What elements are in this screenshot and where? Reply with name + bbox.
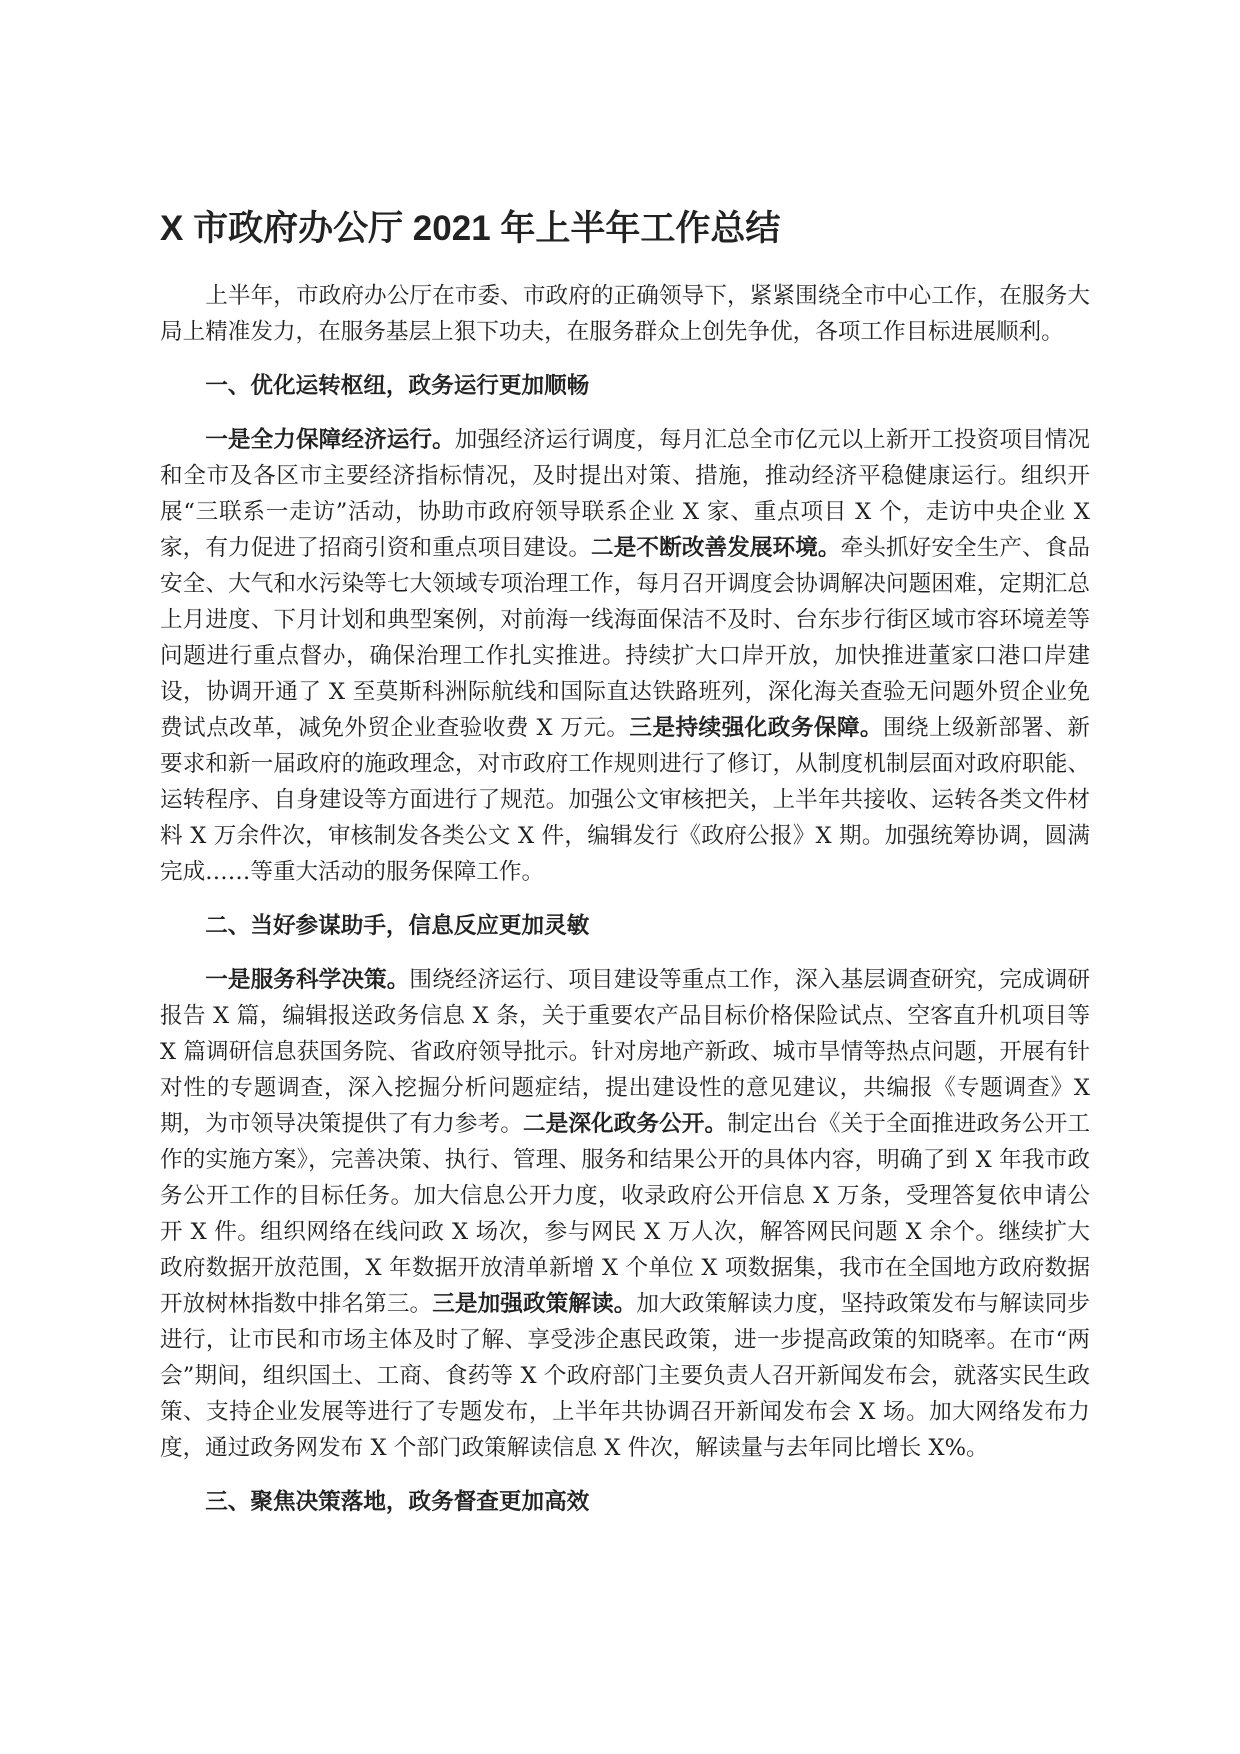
lead-phrase: 三是持续强化政务保障。 (629, 715, 883, 741)
lead-phrase: 二是不断改善发展环境。 (591, 535, 841, 561)
intro-paragraph: 上半年，市政府办公厅在市委、市政府的正确领导下，紧紧围绕全市中心工作，在服务大局上精准发力，在服务基层上狠下功夫，在服务群众上创先争优，各项工作目标进展顺利。 (160, 283, 1090, 345)
lead-phrase: 一是全力保障经济运行。 (205, 427, 455, 453)
paragraph-text: 加强经济运行调度，每月汇总全市亿元以上新开工投资项目情况和全市及各区市主要经济指标情况，及时提出对策、措施，推动经济平稳健康运行。组织开展“三联系一走访”活动，协助市政府领导联系企业 X 家、重点项目 X 个，走访中央企业 X 家，有力促进了招商引资和重点项目建设。 (160, 427, 1091, 561)
section-heading-3: 三、聚焦决策落地，政务督查更加高效 (205, 1489, 590, 1515)
section-heading-1: 一、优化运转枢纽，政务运行更加顺畅 (205, 373, 590, 399)
lead-phrase: 一是服务科学决策。 (205, 967, 410, 993)
paragraph-text: 制定出台《关于全面推进政务公开工作的实施方案》，完善决策、执行、管理、服务和结果公开的具体内容，明确了到 X 年我市政务公开工作的目标任务。加大信息公开力度，收录政府公开信息 X 万条，受理答复依申请公开 X 件。组织网络在线问政 X 场次，参与网民 X 万人次，解答网民问题 X 余个。继续扩大政府数据开放范围，X 年数据开放清单新增 X 个单位 X 项数据集，我市在全国地方政府数据开放树林指数中排名第三。 (160, 1111, 1091, 1317)
section-2-paragraph (160, 962, 1090, 1466)
document-title: X 市政府办公厅 2021 年上半年工作总结 (160, 209, 781, 248)
section-1-paragraph (160, 422, 1090, 890)
lead-phrase: 二是深化政务公开。 (522, 1111, 728, 1137)
section-heading-2: 二、当好参谋助手，信息反应更加灵敏 (205, 913, 590, 939)
paragraph-text: 加大政策解读力度，坚持政策发布与解读同步进行，让市民和市场主体及时了解、享受涉企惠民政策，进一步提高政策的知晓率。在市“两会”期间，组织国土、工商、食药等 X 个政府部门主要负责人召开新闻发布会，就落实民生政策、支持企业发展等进行了专题发布，上半年共协调召开新闻发布会 X 场。加大网络发布力度，通过政务网发布 X 个部门政策解读信息 X 件次，解读量与去年同比增长 X%。 (160, 1291, 1091, 1461)
lead-phrase: 三是加强政策解读。 (432, 1291, 637, 1317)
paragraph-text: 围绕经济运行、项目建设等重点工作，深入基层调查研究，完成调研报告 X 篇，编辑报送政务信息 X 条，关于重要农产品目标价格保险试点、空客直升机项目等 X 篇调研信息获国务院、省政府领导批示。针对房地产新政、城市旱情等热点问题，开展有针对性的专题调查，深入挖掘分析问题症结，提出建设性的意见建议，共编报《专题调查》X 期，为市领导决策提供了有力参考。 (160, 967, 1091, 1137)
document-body (160, 278, 1090, 1520)
paragraph-text: 牵头抓好安全生产、食品安全、大气和水污染等七大领域专项治理工作，每月召开调度会协调解决问题困难，定期汇总上月进度、下月计划和典型案例，对前海一线海面保洁不及时、台东步行街区域市容环境差等问题进行重点督办，确保治理工作扎实推进。持续扩大口岸开放，加快推进董家口港口岸建设，协调开通了 X 至莫斯科洲际航线和国际直达铁路班列，深化海关查验无问题外贸企业免费试点改革，减免外贸企业查验收费 X 万元。 (160, 535, 1091, 741)
paragraph-text: 围绕上级新部署、新要求和新一届政府的施政理念，对市政府工作规则进行了修订，从制度机制层面对政府职能、运转程序、自身建设等方面进行了规范。加强公文审核把关，上半年共接收、运转各类文件材料 X 万余件次，审核制发各类公文 X 件，编辑发行《政府公报》X 期。加强统筹协调，圆满完成……等重大活动的服务保障工作。 (160, 715, 1091, 885)
